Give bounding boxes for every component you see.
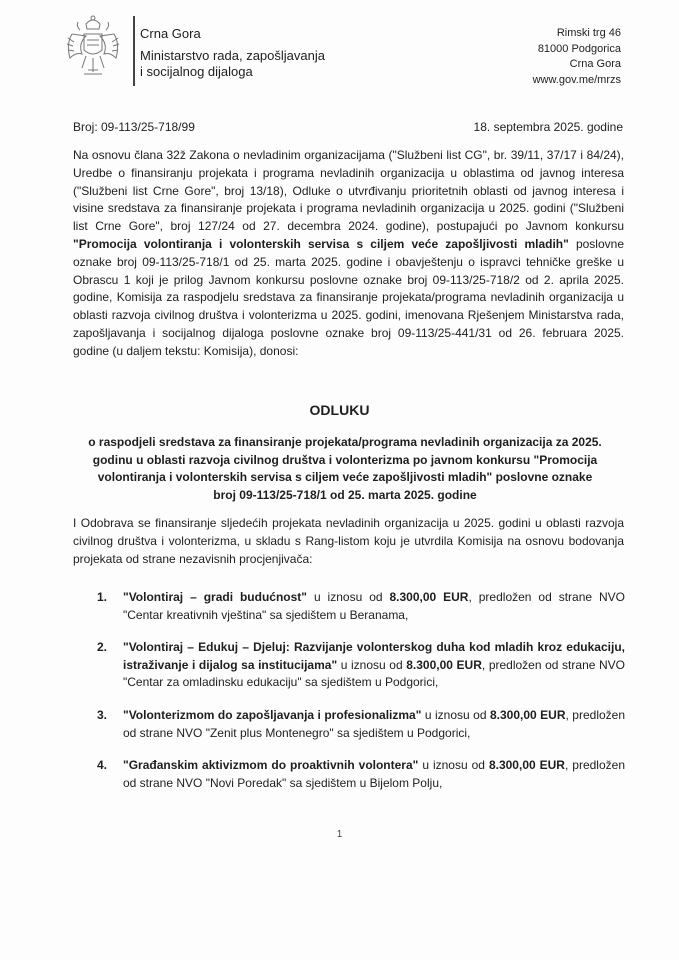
- montenegro-coat-of-arms-icon: [64, 14, 122, 80]
- project-title: "Građanskim aktivizmom do proaktivnih volontera": [123, 758, 419, 773]
- document-date: 18. septembra 2025. godine: [473, 120, 623, 134]
- intro-text-1: Na osnovu člana 32ž Zakona o nevladinim organizacijama ("Službeni list CG", br. 39/11, 37/17 i 84/24), Uredbe o finansiranju projekata i programa nevladinih organizacija u oblastima od javnog interesa ("Službeni list Crne Gore", broj 13/18), Odluke o utvrđivanju prioritetnih oblasti od javnog interesa i visine sredstava za finansiranje projekata i programa nevladinih organizacija u 2025. godini ("Službeni list Crne Gore", broj 127/24 od 27. decembra 2024. godine), postupajući po Javnom konkursu: [73, 148, 624, 234]
- decision-title: ODLUKU: [309, 402, 370, 418]
- document-number: Broj: 09-113/25-718/99: [73, 120, 195, 134]
- address-block: [533, 26, 621, 88]
- address-city: 81000 Podgorica: [537, 42, 621, 55]
- item-text: , predložen od strane NVO "Novi Poredak" sa sjedištem u Bijelom Polju,: [123, 758, 625, 790]
- list-item: [85, 757, 625, 792]
- address-website[interactable]: www.gov.me/mrzs: [532, 73, 621, 86]
- project-title: "Volonterizmom do zapošljavanja i profesionalizma": [123, 707, 422, 722]
- contest-name: "Promocija volontiranja i volonterskih servisa s ciljem veće zapošljivosti mladih": [73, 236, 569, 251]
- ministry-name: [140, 48, 325, 80]
- item-number: 3.: [97, 707, 108, 722]
- item-text: u iznosu od: [337, 657, 407, 672]
- intro-paragraph: [73, 147, 624, 361]
- page-number: 1: [336, 829, 343, 840]
- decision-subtitle: o raspodjeli sredstava za finansiranje projekata/programa nevladinih organizacija za 2025. godinu u oblasti razvoja civilnog društva i volonterizma po javnom konkursu "Promocija volontiranja i volonterskih servisa s ciljem veće zapošljivosti mladih" poslovne oznake broj 09-113/25-718/1 od 25. marta 2025. godine: [88, 435, 602, 502]
- item-text: , predložen od strane NVO "Centar za omladinsku edukaciju" sa sjedištem u Podgorici,: [123, 657, 626, 690]
- list-item: [85, 589, 625, 624]
- item-text: , predložen od strane NVO "Zenit plus Montenegro" sa sjedištem u Podgorici,: [123, 707, 626, 740]
- item-text: u iznosu od: [307, 590, 390, 604]
- header-divider: [133, 16, 135, 86]
- item-number: 1.: [97, 590, 108, 604]
- list-item: [85, 639, 625, 692]
- project-title: "Volontiraj – gradi budućnost": [123, 590, 307, 604]
- project-amount: 8.300,00 EUR: [488, 758, 565, 773]
- section-i-paragraph: I Odobrava se finansiranje sljedećih projekata nevladinih organizacija u 2025. godini u oblasti razvoja civilnog društva i volonterizma, u skladu s Rang-listom koju je utvrdila Komisija na osnovu bodovanja projekata od strane nezavisnih procjenjivača:: [73, 516, 624, 566]
- list-item: [85, 707, 625, 742]
- item-number: 4.: [97, 758, 108, 773]
- ministry-line-1: Ministarstvo rada, zapošljavanja: [140, 48, 325, 63]
- item-text: u iznosu od: [418, 758, 489, 773]
- project-amount: 8.300,00 EUR: [389, 590, 469, 604]
- country-name: Crna Gora: [140, 26, 201, 41]
- item-number: 2.: [97, 640, 108, 655]
- project-amount: 8.300,00 EUR: [489, 707, 566, 722]
- ministry-line-2: i socijalnog dijaloga: [140, 64, 253, 79]
- item-text: , predložen od strane NVO "Centar kreativnih vještina" sa sjedištem u Beranama,: [123, 590, 625, 622]
- item-text: u iznosu od: [421, 707, 490, 722]
- address-country: Crna Gora: [569, 58, 621, 70]
- intro-text-2: poslovne oznake broj 09-113/25-718/1 od 25. marta 2025. godine i obavještenju o ispravci tehničke greške u Obrascu 1 koji je prilog Javnom konkursu poslovne oznake broj 09-113/25-718/2 od 2. aprila 2025. godine, Komisija za raspodjelu sredstava za finansiranje projekata/programa nevladinih organizacija u oblasti razvoja civilnog društva i volonterizma u 2025. godini, imenovana Rješenjem Ministarstva rada, zapošljavanja i socijalnog dijaloga poslovne oznake broj 09-113/25-441/31 od 26. februara 2025. godine (u daljem tekstu: Komisija), donosi:: [73, 236, 624, 358]
- project-title: "Volontiraj – Edukuj – Djeluj: Razvijanje volonterskog duha kod mladih kroz edukaciju, istraživanje i dijalog sa institucijama": [123, 640, 625, 672]
- projects-list: [85, 589, 625, 807]
- address-street: Rimski trg 46: [556, 27, 621, 39]
- project-amount: 8.300,00 EUR: [406, 657, 482, 672]
